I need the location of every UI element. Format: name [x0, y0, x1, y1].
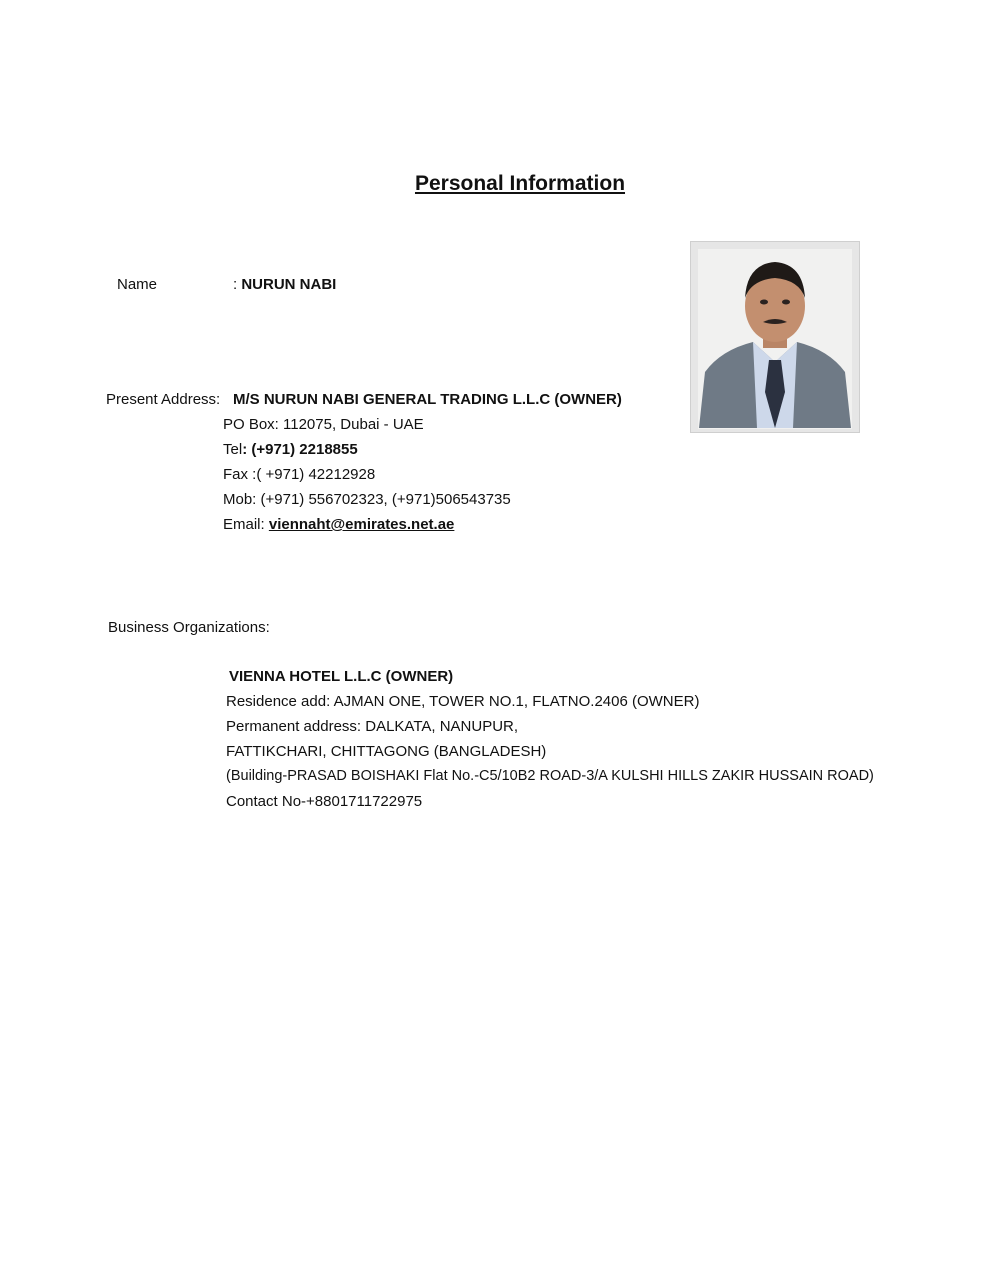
- org-name: VIENNA HOTEL L.L.C (OWNER): [229, 668, 454, 685]
- name-row: [233, 276, 336, 293]
- profile-photo: [690, 241, 860, 433]
- telephone-row: [223, 441, 358, 458]
- name-value: NURUN NABI: [241, 276, 337, 293]
- email-row: [223, 516, 454, 533]
- email-link[interactable]: viennaht@emirates.net.ae: [268, 516, 455, 533]
- building-address: (Building-PRASAD BOISHAKI Flat No.-C5/10B2 ROAD-3/A KULSHI HILLS ZAKIR HUSSAIN ROAD): [226, 768, 874, 784]
- tel-label: Tel: [223, 441, 243, 458]
- page-title: Personal Information: [414, 172, 626, 195]
- permanent-address: Permanent address: DALKATA, NANUPUR,: [226, 718, 519, 735]
- contact-number: Contact No-+8801711722975: [226, 793, 423, 810]
- name-separator: :: [233, 276, 238, 293]
- fax: Fax :( +971) 42212928: [223, 466, 376, 483]
- tel-value: : (+971) 2218855: [242, 441, 358, 458]
- business-label: Business Organizations:: [108, 619, 270, 636]
- email-label: Email:: [223, 516, 265, 533]
- present-address-label: Present Address:: [106, 391, 221, 408]
- name-label: Name: [117, 276, 158, 293]
- po-box: PO Box: 112075, Dubai - UAE: [223, 416, 424, 433]
- residence-address: Residence add: AJMAN ONE, TOWER NO.1, FLATNO.2406 (OWNER): [226, 693, 700, 710]
- mobile: Mob: (+971) 556702323, (+971)506543735: [223, 491, 511, 508]
- company-name: M/S NURUN NABI GENERAL TRADING L.L.C (OWNER): [233, 391, 622, 408]
- permanent-address-line-2: FATTIKCHARI, CHITTAGONG (BANGLADESH): [226, 743, 547, 760]
